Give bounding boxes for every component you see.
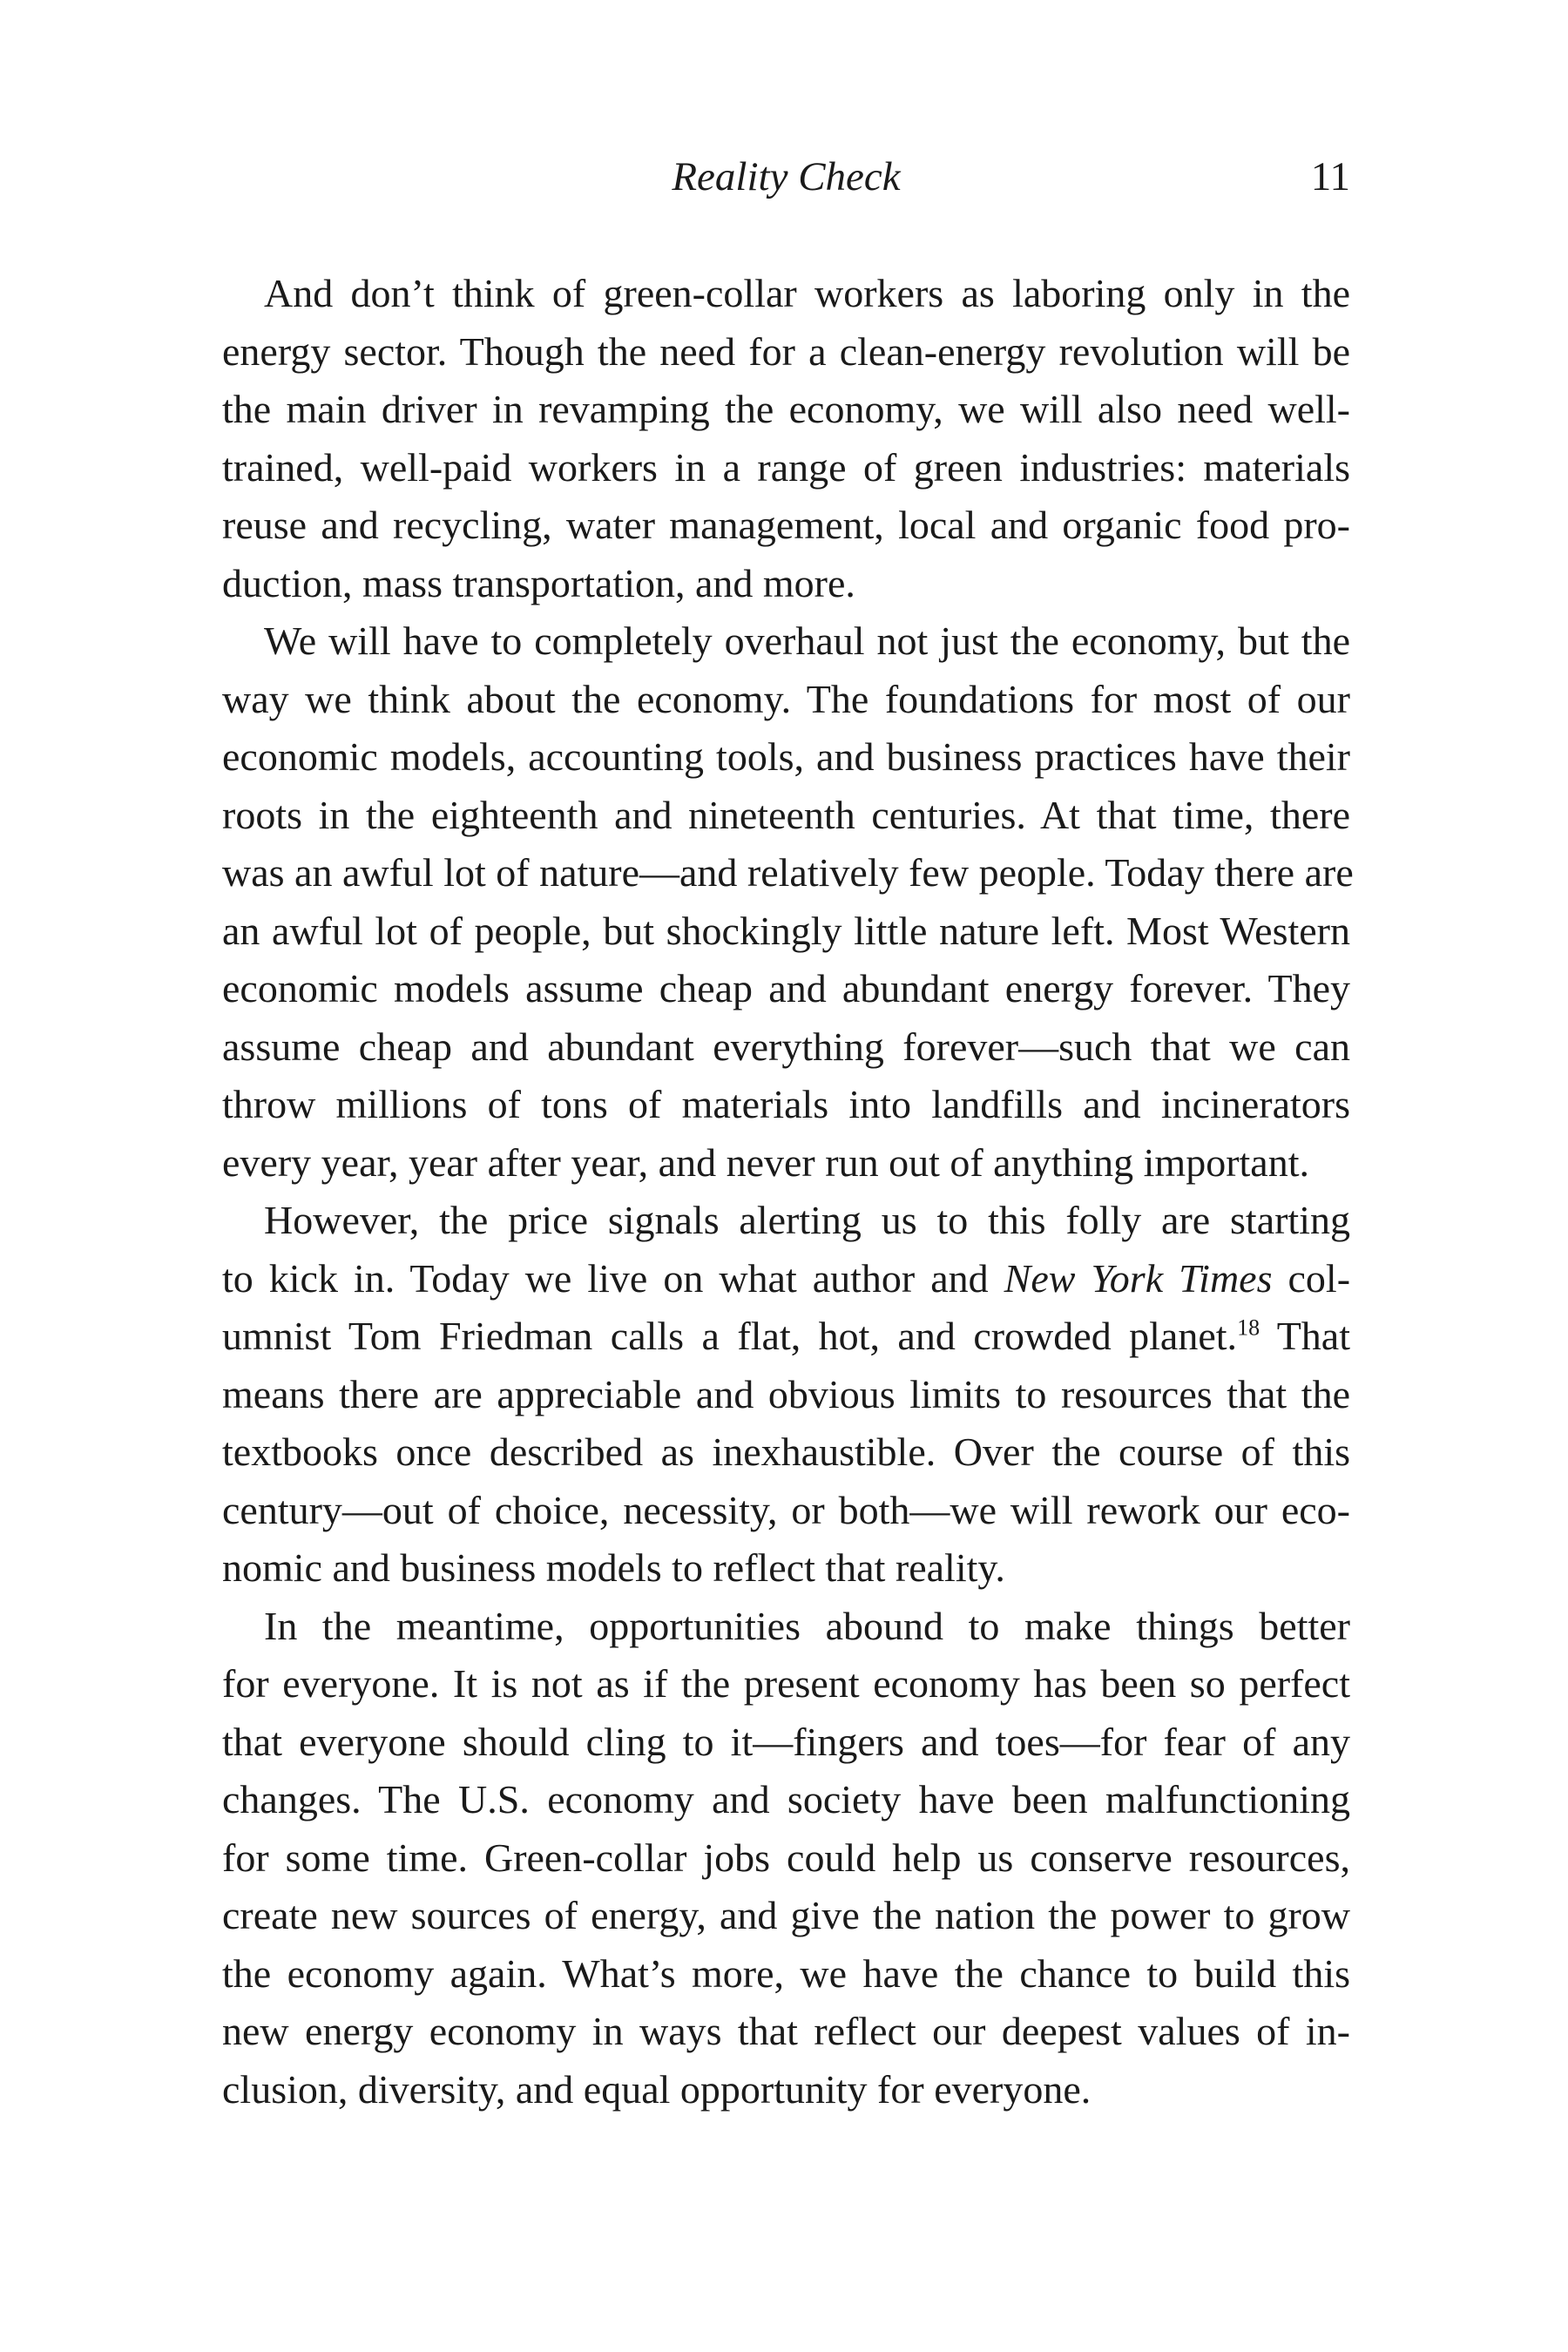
text-line: every year, year after year, and never run out of anything important. — [222, 1139, 1309, 1185]
text-segment: to kick in. Today we live on what author and — [222, 1255, 1004, 1301]
paragraph-3 — [222, 1192, 1350, 1598]
text-line: trained, well-paid workers in a range of green industries: materials — [222, 444, 1350, 490]
text-line: And don’t think of green-collar workers as laboring only in the — [264, 271, 1350, 315]
text-line: In the meantime, opportunities abound to make things better — [264, 1603, 1350, 1648]
text-line: nomic and business models to reflect that reality. — [222, 1545, 1005, 1590]
text-line: century—out of choice, necessity, or both—we will rework our eco- — [222, 1487, 1350, 1532]
text-line — [222, 1250, 1350, 1308]
text-line: the economy again. What’s more, we have the chance to build this — [222, 1950, 1350, 1996]
text-line: that everyone should cling to it—fingers and toes—for fear of any — [222, 1719, 1350, 1764]
text-line — [222, 1308, 1350, 1366]
text-line: economic models assume cheap and abundant energy forever. They — [222, 966, 1350, 1010]
text-segment: That — [1260, 1314, 1350, 1358]
text-line: economic models, accounting tools, and business practices have their — [222, 734, 1350, 779]
publication-title: New York Times — [1004, 1255, 1273, 1301]
paragraph-2 — [222, 612, 1354, 1192]
running-title: Reality Check — [672, 154, 901, 199]
text-line: duction, mass transportation, and more. — [222, 560, 855, 605]
text-line: changes. The U.S. economy and society have been malfunctioning — [222, 1777, 1350, 1821]
text-line: for some time. Green-collar jobs could help us conserve resources, — [222, 1835, 1350, 1880]
text-line: throw millions of tons of materials into landfills and incinerators — [222, 1082, 1350, 1126]
text-segment: umnist Tom Friedman calls a flat, hot, and crowded planet. — [222, 1314, 1238, 1358]
text-line: an awful lot of people, but shockingly little nature left. Most Western — [222, 908, 1350, 953]
paragraph-1 — [222, 265, 1350, 612]
text-line: new energy economy in ways that reflect our deepest values of in- — [222, 2009, 1350, 2053]
text-line: way we think about the economy. The foundations for most of our — [222, 676, 1350, 721]
text-segment: col- — [1272, 1255, 1351, 1301]
text-line: create new sources of energy, and give the nation the power to grow — [222, 1893, 1350, 1937]
text-line: roots in the eighteenth and nineteenth centuries. At that time, there — [222, 792, 1350, 837]
paragraph-4 — [222, 1598, 1350, 2119]
page-number: 11 — [1310, 154, 1350, 199]
text-line: energy sector. Though the need for a clean-energy revolution will be — [222, 328, 1350, 374]
text-line: for everyone. It is not as if the present economy has been so perfect — [222, 1661, 1350, 1706]
text-line: means there are appreciable and obvious limits to resources that the — [222, 1371, 1350, 1416]
text-line: textbooks once described as inexhaustible. Over the course of this — [222, 1429, 1350, 1474]
text-line: clusion, diversity, and equal opportunity for everyone. — [222, 2066, 1092, 2112]
text-line: the main driver in revamping the economy, we will also need well- — [222, 387, 1350, 431]
text-line: was an awful lot of nature—and relatively few people. Today there are — [222, 850, 1354, 895]
text-line: We will have to completely overhaul not just the economy, but the — [264, 618, 1350, 663]
running-head — [222, 146, 1350, 207]
text-line: However, the price signals alerting us to this folly are starting — [264, 1198, 1350, 1242]
text-line: assume cheap and abundant everything forever—such that we can — [222, 1024, 1350, 1069]
text-line: reuse and recycling, water management, local and organic food pro- — [222, 503, 1350, 547]
footnote-reference[interactable]: 18 — [1237, 1315, 1260, 1341]
body-text — [222, 265, 1354, 2119]
